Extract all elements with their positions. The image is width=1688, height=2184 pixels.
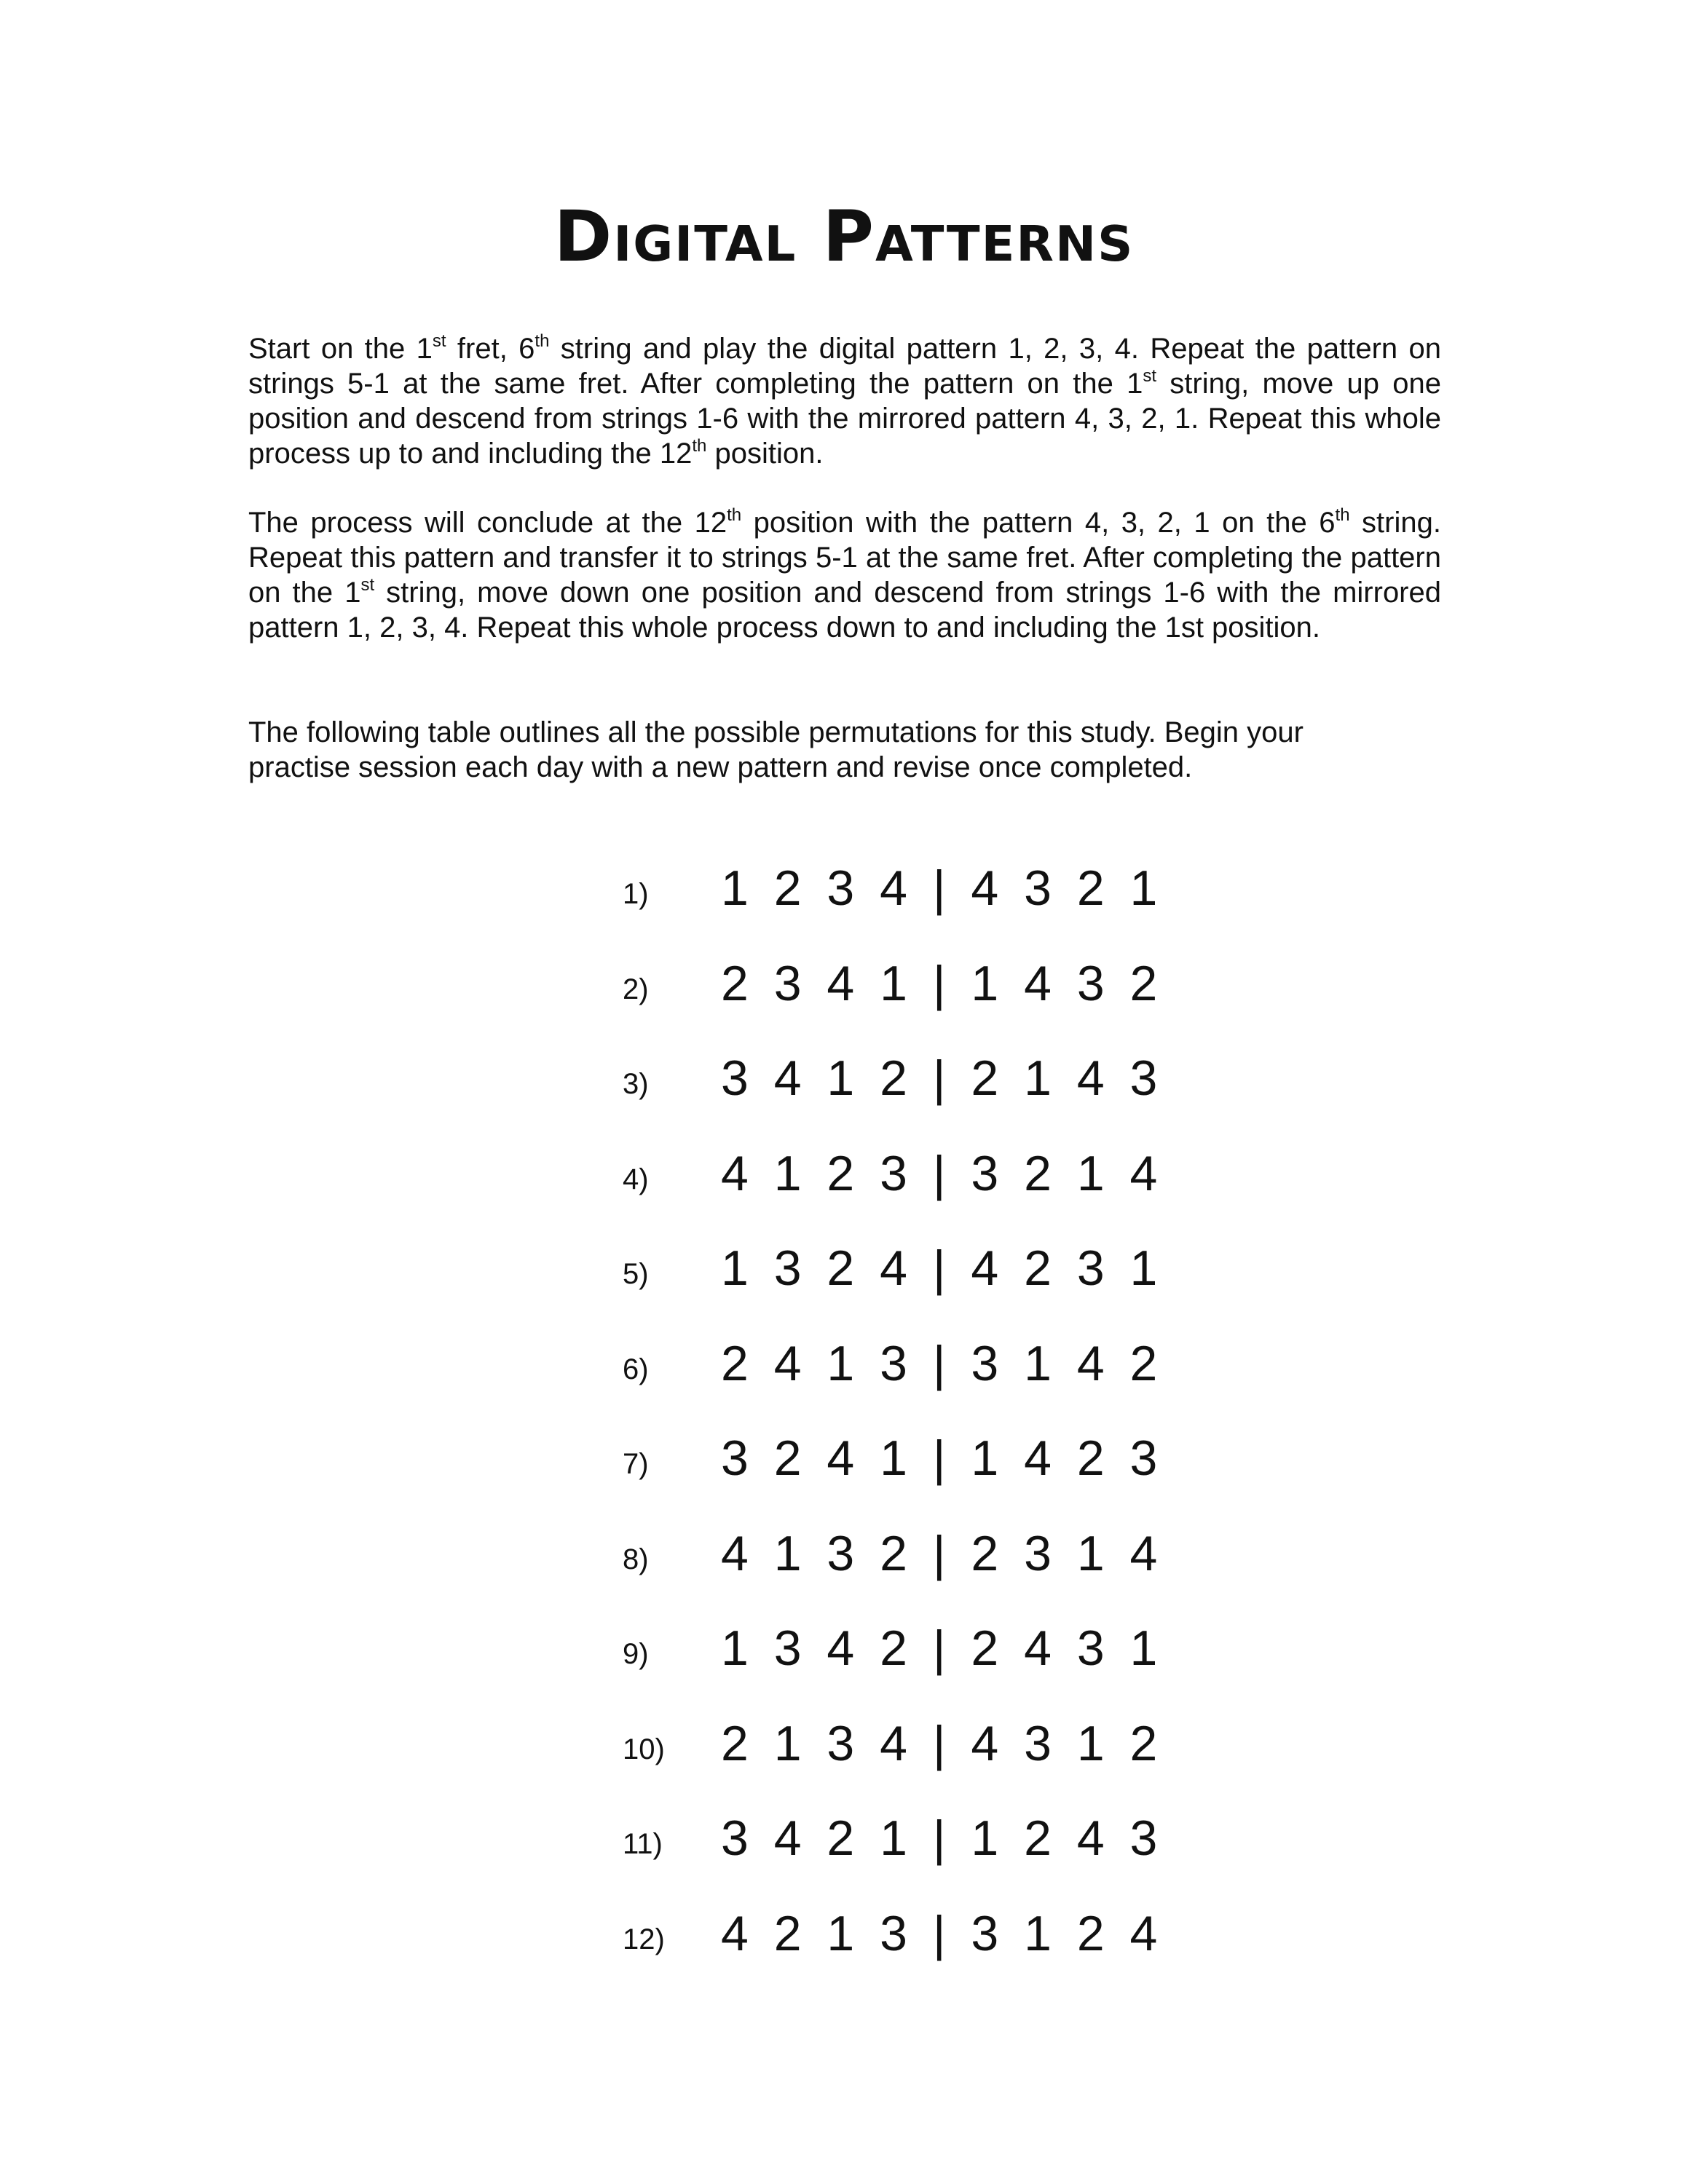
page-title: Digital Patterns	[553, 196, 1135, 277]
pattern-sequence: 3 4 2 1 | 1 2 4 3	[721, 1811, 1164, 1866]
ordinal-suffix: th	[535, 331, 550, 351]
ordinal-suffix: th	[727, 505, 742, 525]
text-run: Start on the 1	[248, 333, 433, 365]
pattern-row	[0, 1897, 1688, 1970]
pattern-sequence: 4 1 2 3 | 3 2 1 4	[721, 1146, 1164, 1201]
table-intro-paragraph	[248, 715, 1441, 785]
pattern-number: 6)	[623, 1353, 649, 1385]
text-run: string, move down one position and descend from strings 1-6 with the mirrored pattern 1, 2, 3, 4. Repeat this whole process down to and including the 1st position.	[248, 577, 1441, 644]
pattern-number: 11)	[623, 1828, 663, 1860]
text-run: fret, 6	[446, 333, 535, 365]
pattern-list	[0, 852, 1688, 1987]
pattern-row	[0, 1517, 1688, 1590]
pattern-sequence: 2 1 3 4 | 4 3 1 2	[721, 1716, 1164, 1771]
pattern-sequence: 1 3 4 2 | 2 4 3 1	[721, 1621, 1164, 1676]
pattern-sequence: 1 2 3 4 | 4 3 2 1	[721, 860, 1164, 916]
pattern-sequence: 3 4 1 2 | 2 1 4 3	[721, 1051, 1164, 1106]
text-run: string and play the digital pattern 1, 2, 3, 4. Repeat the pattern on strings 5-1 at the same fret. After completing the pattern on the 1	[248, 333, 1441, 400]
pattern-number: 1)	[623, 878, 649, 910]
ordinal-suffix: st	[360, 575, 375, 595]
pattern-number: 3)	[623, 1068, 649, 1100]
pattern-number: 5)	[623, 1258, 649, 1290]
pattern-sequence: 2 3 4 1 | 1 4 3 2	[721, 956, 1164, 1011]
pattern-sequence: 2 4 1 3 | 3 1 4 2	[721, 1336, 1164, 1391]
pattern-row	[0, 1422, 1688, 1495]
pattern-row	[0, 1707, 1688, 1780]
ordinal-suffix: st	[432, 331, 446, 351]
pattern-row	[0, 1232, 1688, 1305]
ordinal-suffix: th	[1335, 505, 1350, 525]
pattern-number: 8)	[623, 1543, 649, 1575]
pattern-sequence: 3 2 4 1 | 1 4 2 3	[721, 1431, 1164, 1486]
pattern-number: 7)	[623, 1448, 649, 1480]
pattern-sequence: 4 1 3 2 | 2 3 1 4	[721, 1526, 1164, 1581]
pattern-number: 10)	[623, 1733, 665, 1765]
ordinal-suffix: th	[692, 436, 707, 456]
text-run: position.	[706, 438, 824, 470]
pattern-row	[0, 1327, 1688, 1400]
pattern-row	[0, 1137, 1688, 1210]
pattern-sequence: 1 3 2 4 | 4 2 3 1	[721, 1241, 1164, 1296]
pattern-row	[0, 1802, 1688, 1875]
text-run: string, move up one position and descend from strings 1-6 with the mirrored pattern 4, 3, 2, 1. Repeat this whole process up to and including the 12	[248, 368, 1441, 470]
text-run: position with the pattern 4, 3, 2, 1 on the 6	[741, 507, 1336, 539]
text-line: The following table outlines all the possible permutations for this study. Begin your	[248, 716, 1304, 748]
text-run: string. Repeat this pattern and transfer it to strings 5-1 at the same fret. After completing the pattern on the 1	[248, 507, 1441, 609]
pattern-number: 12)	[623, 1923, 665, 1955]
text-run: The process will conclude at the 12	[248, 507, 727, 539]
pattern-row	[0, 1042, 1688, 1115]
text-line: practise session each day with a new pattern and revise once completed.	[248, 751, 1193, 783]
pattern-number: 9)	[623, 1638, 649, 1670]
ordinal-suffix: st	[1143, 366, 1157, 386]
pattern-number: 4)	[623, 1163, 649, 1195]
conclusion-paragraph	[248, 505, 1441, 645]
pattern-row	[0, 1612, 1688, 1685]
pattern-row	[0, 852, 1688, 925]
pattern-row	[0, 947, 1688, 1020]
pattern-sequence: 4 2 1 3 | 3 1 2 4	[721, 1906, 1164, 1961]
pattern-number: 2)	[623, 973, 649, 1005]
intro-paragraph	[248, 331, 1441, 471]
